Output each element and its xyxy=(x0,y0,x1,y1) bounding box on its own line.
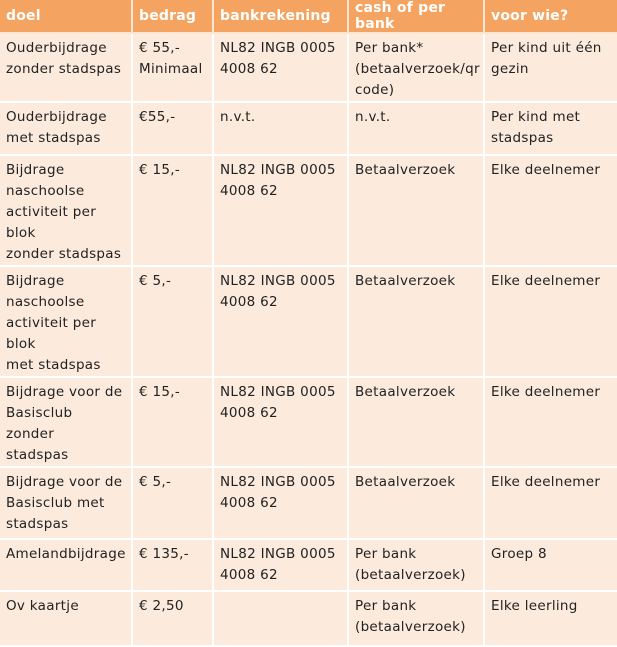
cell-doel: Amelandbijdrage xyxy=(0,539,132,591)
header-row xyxy=(0,0,617,33)
cell-doel: Ov kaartje xyxy=(0,591,132,646)
cell-cash-of-per-bank: Per bank* (betaalverzoek/qr code) xyxy=(348,33,484,102)
cell-doel: Bijdrage naschoolse activiteit per blok zonder stadspas xyxy=(0,155,132,266)
cell-bedrag: €55,- xyxy=(132,102,213,155)
cell-cash-of-per-bank: Betaalverzoek xyxy=(348,266,484,377)
cell-bankrekening: NL82 INGB 0005 4008 62 xyxy=(213,539,348,591)
header-cash-of-per-bank: cash of per bank xyxy=(348,0,484,33)
cell-bankrekening xyxy=(213,591,348,646)
cell-bedrag: € 5,- xyxy=(132,266,213,377)
cell-bedrag: € 15,- xyxy=(132,377,213,467)
table-row xyxy=(0,539,617,591)
table-row xyxy=(0,467,617,539)
cell-cash-of-per-bank: Betaalverzoek xyxy=(348,377,484,467)
cell-bedrag: € 5,- xyxy=(132,467,213,539)
cell-bankrekening: NL82 INGB 0005 4008 62 xyxy=(213,33,348,102)
cell-cash-of-per-bank: Per bank (betaalverzoek) xyxy=(348,539,484,591)
cell-voor-wie: Per kind met stadspas xyxy=(484,102,617,155)
table-row xyxy=(0,266,617,377)
cell-voor-wie: Groep 8 xyxy=(484,539,617,591)
table-row xyxy=(0,591,617,646)
cell-bankrekening: NL82 INGB 0005 4008 62 xyxy=(213,467,348,539)
header-doel: doel xyxy=(0,0,132,33)
cell-voor-wie: Elke deelnemer xyxy=(484,155,617,266)
cell-voor-wie: Elke leerling xyxy=(484,591,617,646)
cell-doel: Bijdrage voor de Basisclub zonder stadspas xyxy=(0,377,132,467)
header-bankrekening: bankrekening xyxy=(213,0,348,33)
cell-cash-of-per-bank: Betaalverzoek xyxy=(348,467,484,539)
cell-doel: Bijdrage naschoolse activiteit per blok met stadspas xyxy=(0,266,132,377)
cell-voor-wie: Elke deelnemer xyxy=(484,467,617,539)
cell-bedrag: € 55,- Minimaal xyxy=(132,33,213,102)
table-row xyxy=(0,33,617,102)
cell-bankrekening: NL82 INGB 0005 4008 62 xyxy=(213,266,348,377)
cell-bedrag: € 135,- xyxy=(132,539,213,591)
cell-cash-of-per-bank: Betaalverzoek xyxy=(348,155,484,266)
table-row xyxy=(0,102,617,155)
cell-bedrag: € 2,50 xyxy=(132,591,213,646)
cell-doel: Ouderbijdrage zonder stadspas xyxy=(0,33,132,102)
cell-doel: Bijdrage voor de Basisclub met stadspas xyxy=(0,467,132,539)
cell-bankrekening: n.v.t. xyxy=(213,102,348,155)
table-row xyxy=(0,377,617,467)
header-voor-wie: voor wie? xyxy=(484,0,617,33)
cell-doel: Ouderbijdrage met stadspas xyxy=(0,102,132,155)
cell-bankrekening: NL82 INGB 0005 4008 62 xyxy=(213,377,348,467)
cell-cash-of-per-bank: n.v.t. xyxy=(348,102,484,155)
cell-cash-of-per-bank: Per bank (betaalverzoek) xyxy=(348,591,484,646)
cell-bedrag: € 15,- xyxy=(132,155,213,266)
cell-voor-wie: Per kind uit één gezin xyxy=(484,33,617,102)
cell-voor-wie: Elke deelnemer xyxy=(484,377,617,467)
cell-voor-wie: Elke deelnemer xyxy=(484,266,617,377)
cell-bankrekening: NL82 INGB 0005 4008 62 xyxy=(213,155,348,266)
table-row xyxy=(0,155,617,266)
header-bedrag: bedrag xyxy=(132,0,213,33)
